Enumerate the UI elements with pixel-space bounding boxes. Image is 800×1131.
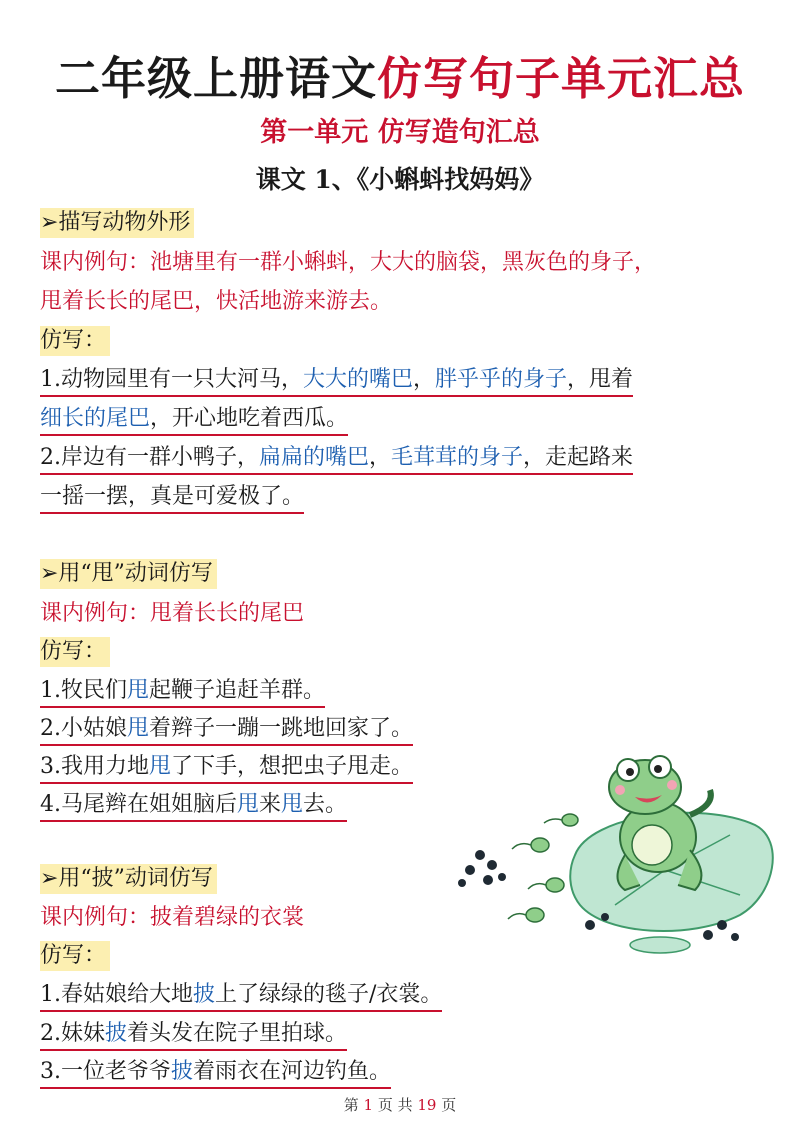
imitation-label: 仿写：: [40, 323, 110, 354]
page-footer: 第 1 页 共 19 页: [343, 1096, 457, 1114]
frog-tadpole-illustration: [440, 745, 780, 960]
unit-subtitle: 第一单元 仿写造句汇总: [260, 117, 540, 148]
imitation-item: 4.马尾辫在姐姐脑后甩来甩去。: [40, 787, 347, 818]
imitation-item: 1.牧民们甩起鞭子追赶羊群。: [40, 673, 325, 704]
imitation-item: 1.动物园里有一只大河马，大大的嘴巴，胖乎乎的身子，甩着: [40, 362, 633, 393]
imitation-item: 2.岸边有一群小鸭子，扁扁的嘴巴，毛茸茸的身子，走起路来: [40, 440, 633, 471]
title-red: 仿写句子单元汇总: [377, 52, 746, 105]
lesson-title: 课文 1、《小蝌蚪找妈妈》: [255, 165, 545, 194]
imitation-item: 3.我用力地甩了下手，想把虫子甩走。: [40, 749, 413, 780]
example-sentence-cont: 甩着长长的尾巴，快活地游来游去。: [40, 289, 393, 314]
example-sentence: 课内例句：甩着长长的尾巴: [40, 601, 305, 626]
imitation-label: 仿写：: [40, 938, 110, 969]
page-title: [0, 42, 800, 107]
title-black: 二年级上册语文: [54, 52, 377, 105]
imitation-item: 2.妹妹披着头发在院子里拍球。: [40, 1016, 347, 1047]
imitation-item-cont: 一摇一摆，真是可爱极了。: [40, 479, 304, 510]
section-heading-shuai: ➢用“甩”动词仿写: [40, 556, 217, 587]
section-heading-appearance: ➢描写动物外形: [40, 205, 194, 236]
imitation-item: 3.一位老爷爷披着雨衣在河边钓鱼。: [40, 1054, 391, 1085]
imitation-item-cont: 细长的尾巴，开心地吃着西瓜。: [40, 401, 348, 432]
example-sentence: 课内例句：池塘里有一群小蝌蚪，大大的脑袋，黑灰色的身子，: [40, 250, 657, 275]
example-sentence: 课内例句：披着碧绿的衣裳: [40, 905, 305, 930]
section-heading-pi: ➢用“披”动词仿写: [40, 861, 217, 892]
imitation-item: 2.小姑娘甩着辫子一蹦一跳地回家了。: [40, 711, 413, 742]
imitation-item: 1.春姑娘给大地披上了绿绿的毯子/衣裳。: [40, 977, 442, 1008]
imitation-label: 仿写：: [40, 634, 110, 665]
